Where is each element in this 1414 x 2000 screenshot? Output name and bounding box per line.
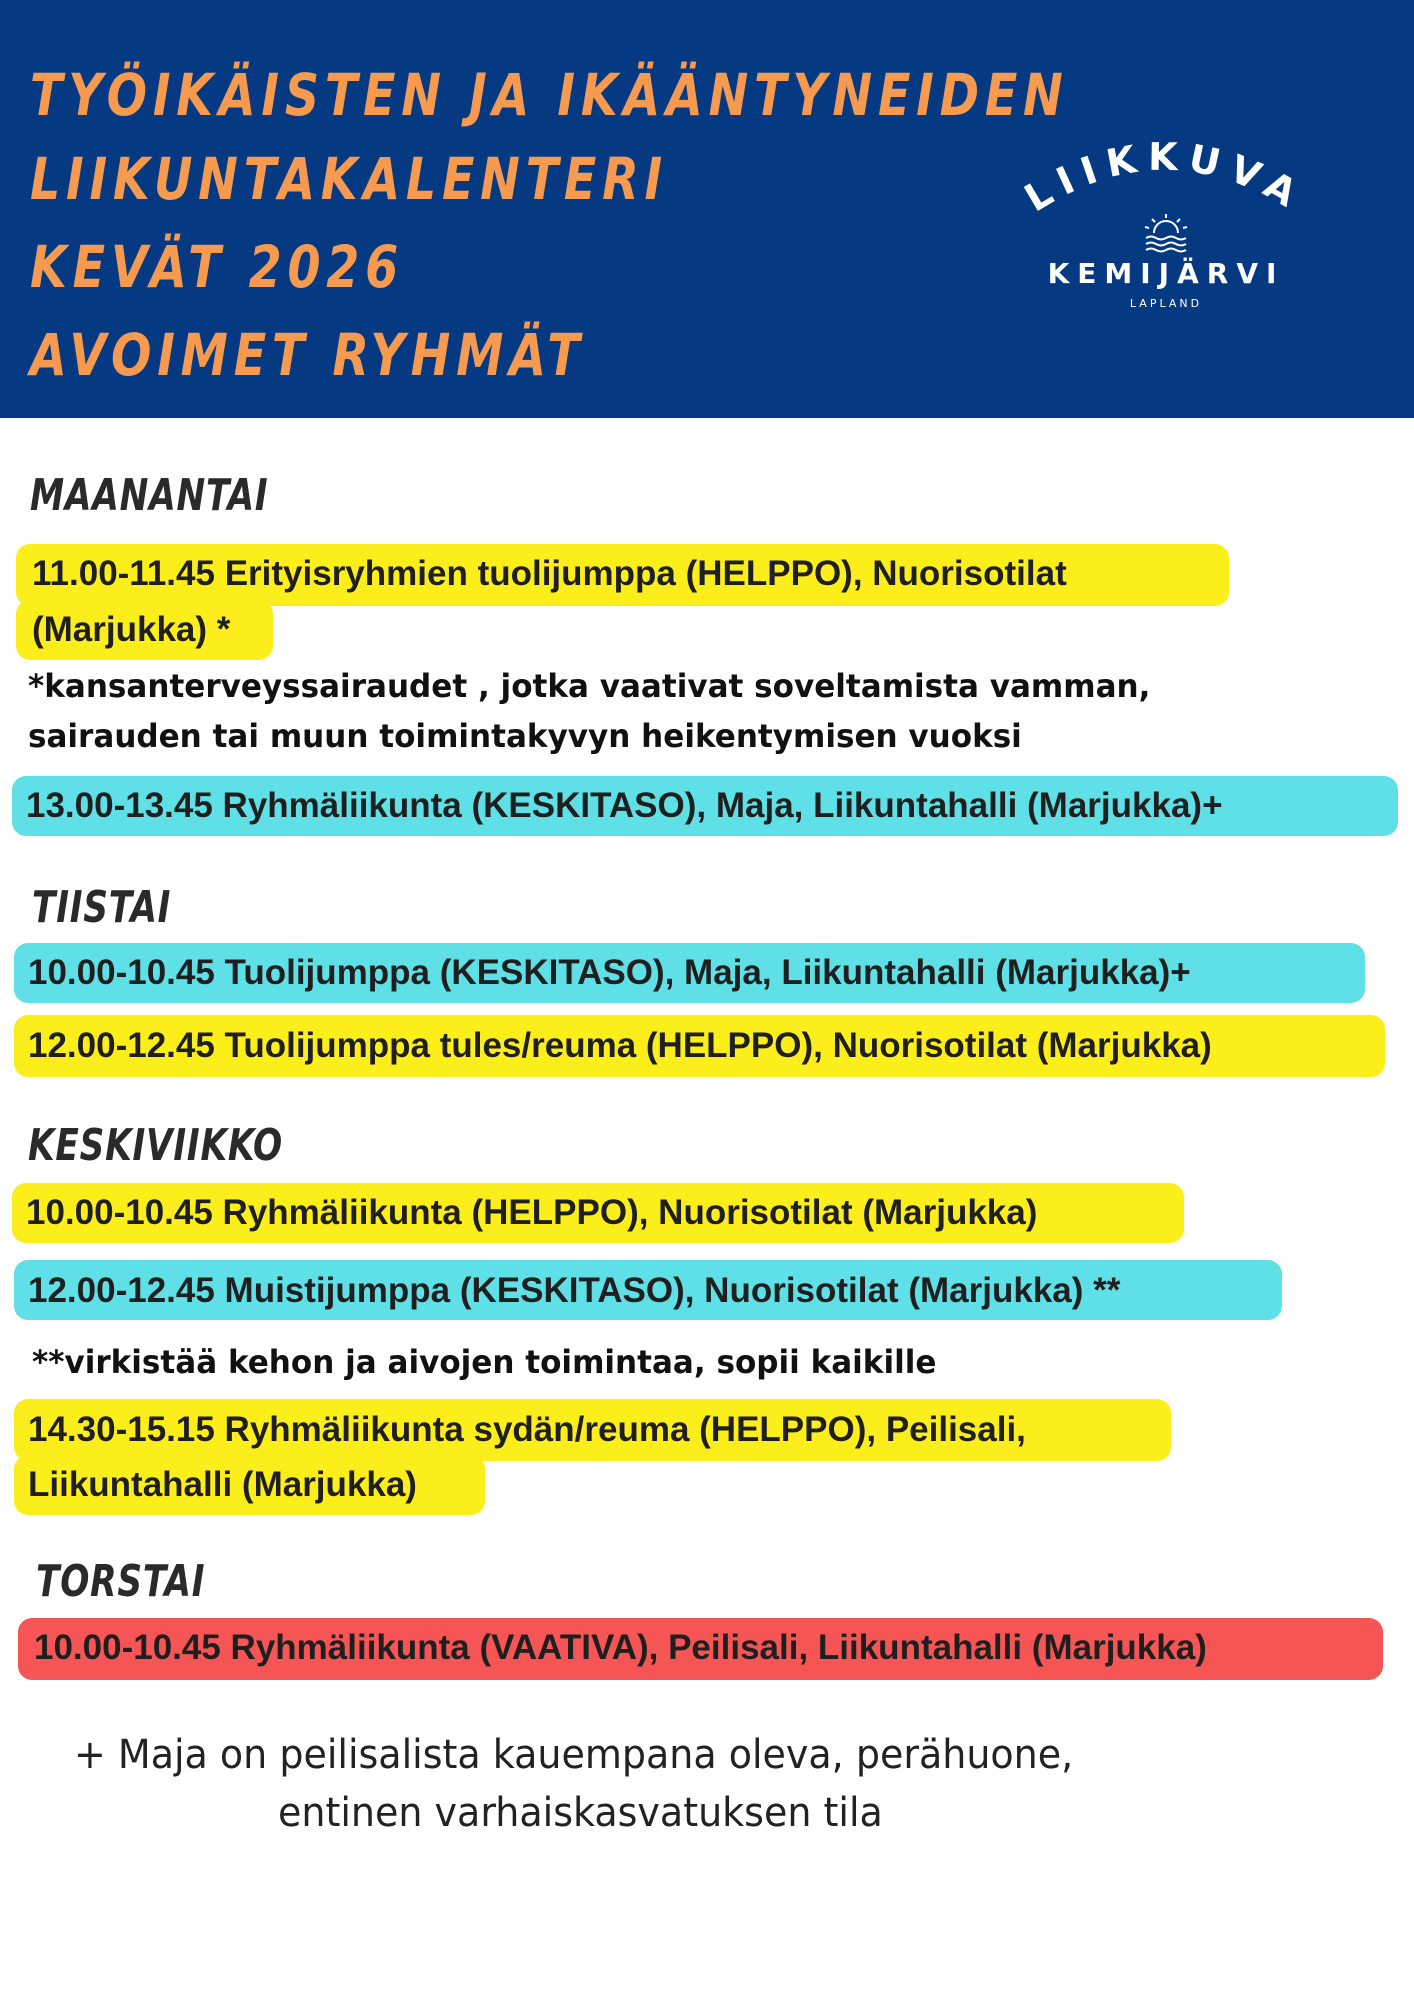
day-heading-monday: MAANANTAI [30,470,269,521]
event-tuesday-2: 12.00-12.45 Tuolijumppa tules/reuma (HELPPO), Nuorisotilat (Marjukka) [28,1026,1212,1065]
event-tuesday-1: 10.00-10.45 Tuolijumppa (KESKITASO), Maja, Liikuntahalli (Marjukka)+ [28,953,1191,992]
day-heading-tuesday: TIISTAI [32,882,172,933]
event-wednesday-3-line-2: Liikuntahalli (Marjukka) [28,1465,417,1504]
title-line-2: LIIKUNTAKALENTERI [30,145,668,213]
event-wednesday-2: 12.00-12.45 Muistijumppa (KESKITASO), Nuorisotilat (Marjukka) ** [28,1271,1121,1310]
title-line-4: AVOIMET RYHMÄT [30,321,586,389]
event-monday-1-line-2: (Marjukka) * [32,610,231,649]
event-wednesday-3-line-1: 14.30-15.15 Ryhmäliikunta sydän/reuma (HELPPO), Peilisali, [28,1410,1026,1449]
event-wednesday-1: 10.00-10.45 Ryhmäliikunta (HELPPO), Nuorisotilat (Marjukka) [26,1193,1038,1232]
logo-region: LAPLAND [1129,297,1203,310]
event-thursday-1: 10.00-10.45 Ryhmäliikunta (VAATIVA), Peilisali, Liikuntahalli (Marjukka) [34,1628,1207,1667]
logo-city: KEMIJÄRVI [1047,257,1285,290]
footnote-monday-line-1: *kansanterveyssairaudet , jotka vaativat soveltamista vamman, [28,667,1151,705]
footnote-wednesday: **virkistää kehon ja aivojen toimintaa, sopii kaikille [32,1343,937,1381]
footnote-maja-line-2: entinen varhaiskasvatuksen tila [278,1790,883,1836]
liikkuva-kemijarvi-logo [1000,130,1330,320]
footnote-monday-line-2: sairauden tai muun toimintakyvyn heikentymisen vuoksi [28,717,1022,755]
day-heading-thursday: TORSTAI [36,1556,206,1607]
header-banner [0,0,1414,418]
title-line-1: TYÖIKÄISTEN JA IKÄÄNTYNEIDEN [30,61,1069,129]
event-monday-2: 13.00-13.45 Ryhmäliikunta (KESKITASO), Maja, Liikuntahalli (Marjukka)+ [26,786,1223,825]
day-heading-wednesday: KESKIVIIKKO [28,1120,283,1171]
sun-over-waves-icon [1145,214,1187,252]
event-monday-1-line-1: 11.00-11.45 Erityisryhmien tuolijumppa (HELPPO), Nuorisotilat [32,554,1067,593]
title-line-3: KEVÄT 2026 [30,233,404,301]
footnote-maja-line-1: + Maja on peilisalista kauempana oleva, perähuone, [74,1732,1074,1778]
logo-arc-text: LIIKKUVA [1017,134,1313,221]
